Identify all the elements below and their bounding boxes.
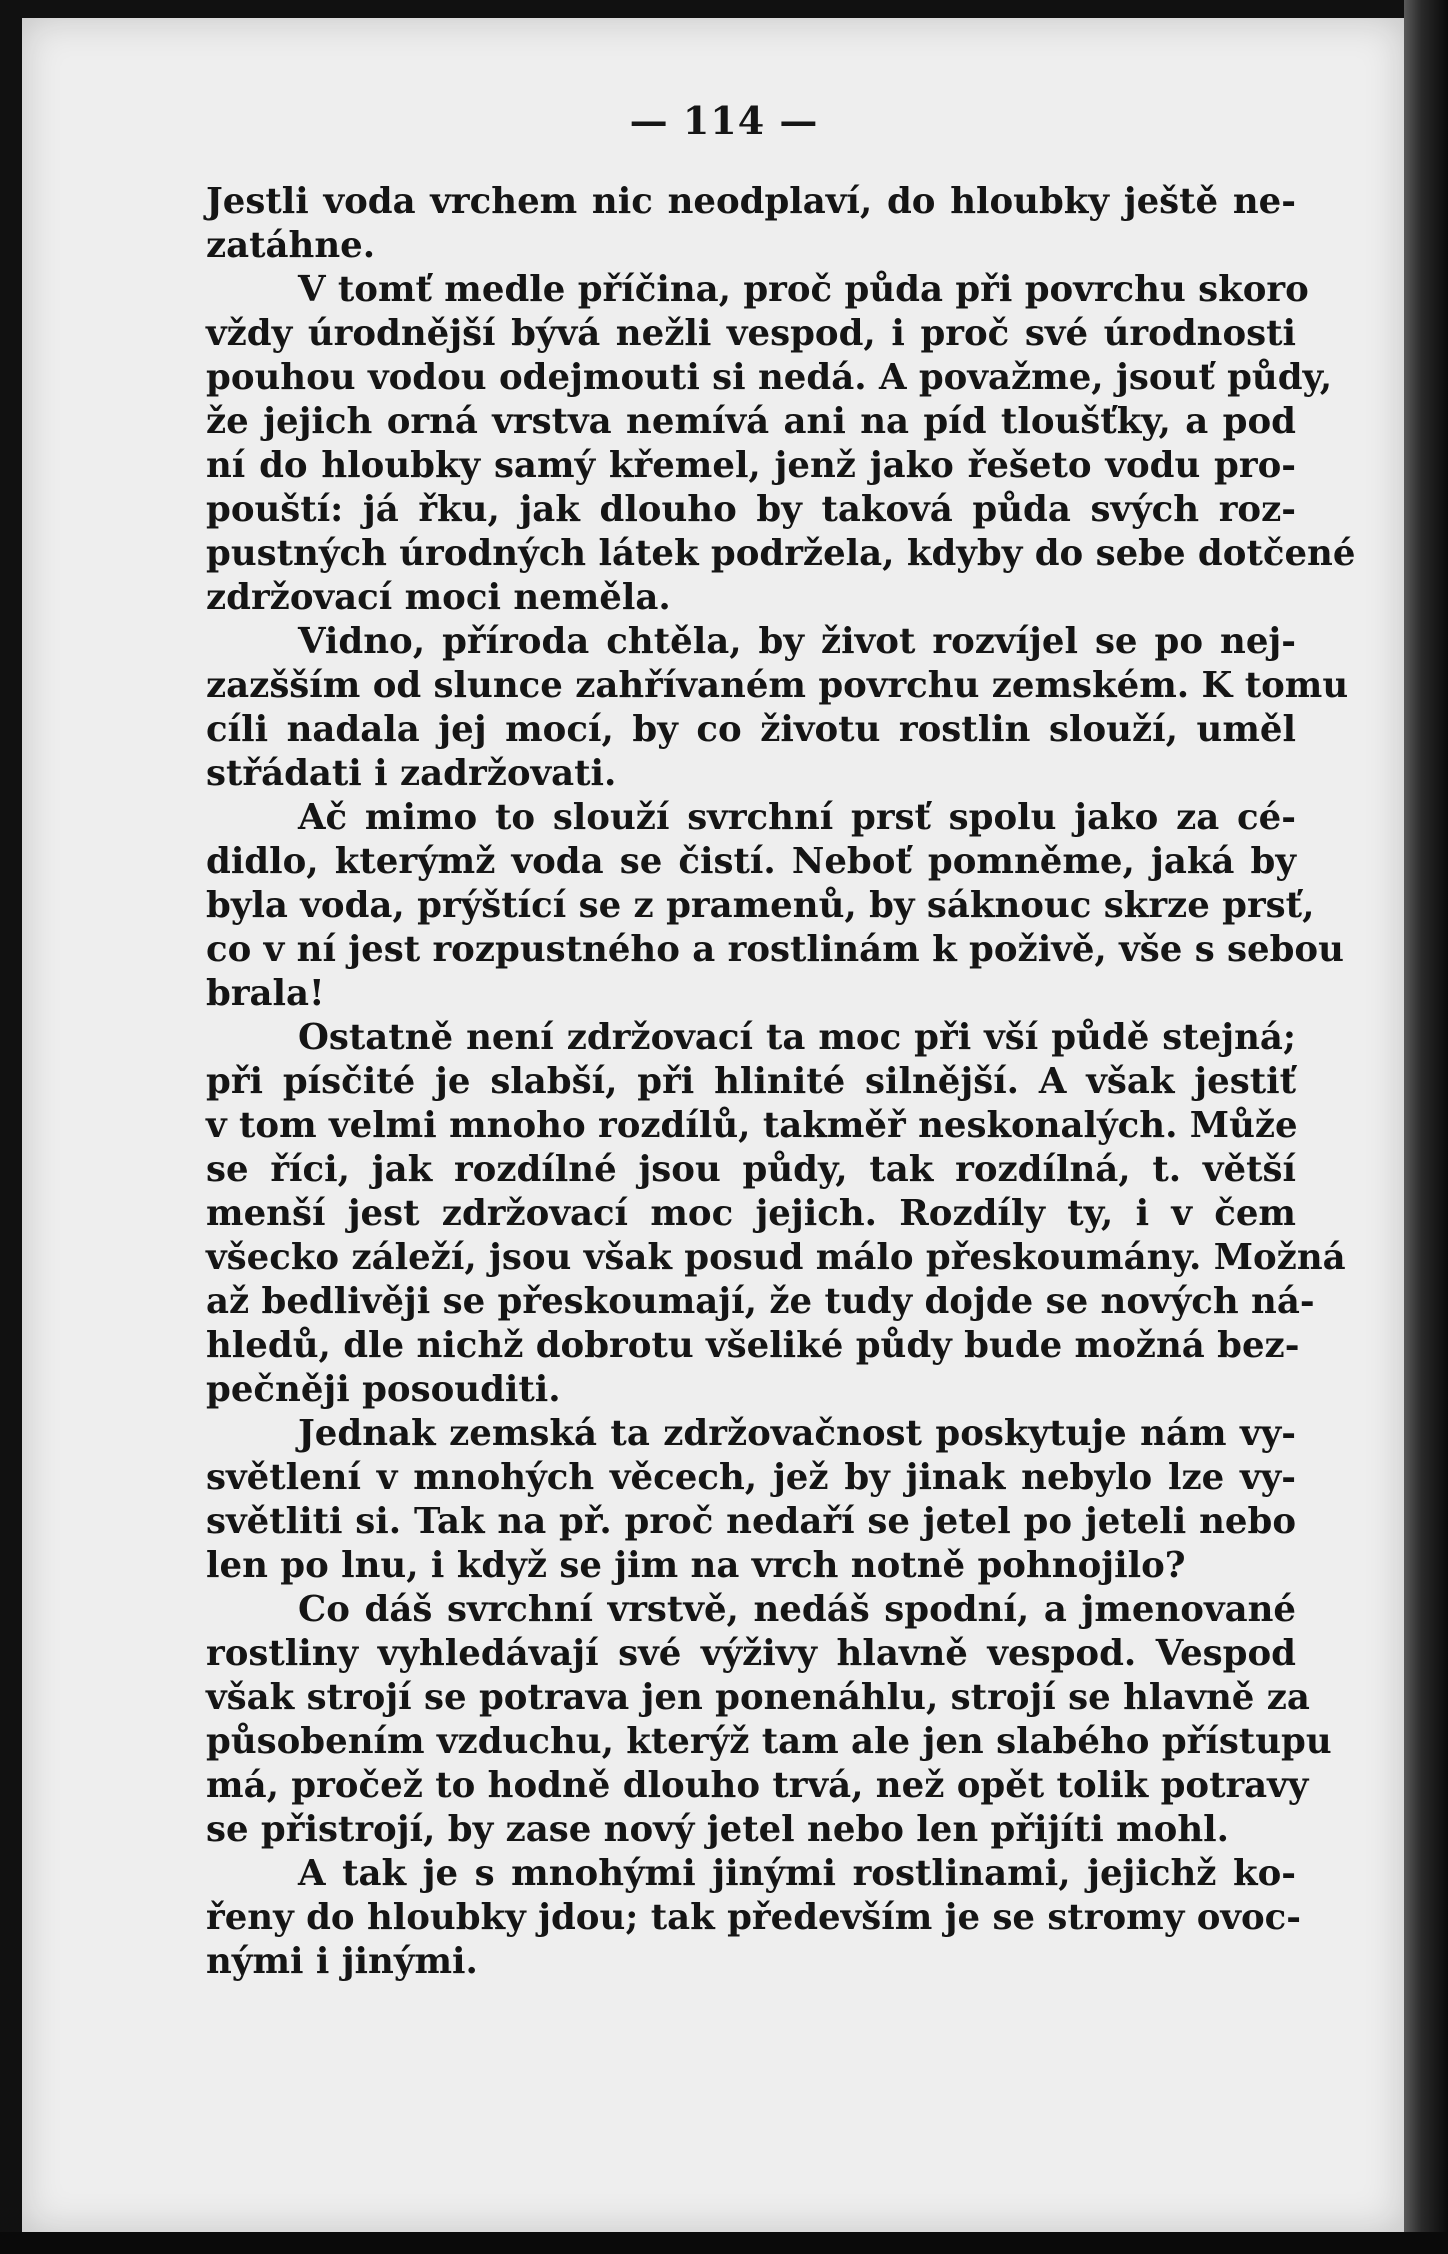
text-line: ní do hloubky samý křemel, jenž jako řešeto vodu pro- <box>206 445 1296 486</box>
text-line: didlo, kterýmž voda se čistí. Neboť pomněme, jaká by <box>206 841 1296 882</box>
text-line: zatáhne. <box>206 225 376 266</box>
text-line: V tomť medle příčina, proč půda při povrchu skoro <box>298 269 1309 310</box>
text-line: střádati i zadržovati. <box>206 753 617 794</box>
body-text <box>206 180 1356 1984</box>
text-line: při písčité je slabší, při hlinité silnější. A však jestiť <box>206 1061 1296 1102</box>
text-line: zazšším od slunce zahřívaném povrchu zemském. K tomu <box>206 665 1349 706</box>
text-line: byla voda, prýštící se z pramenů, by sáknouc skrze prsť, <box>206 885 1315 926</box>
text-line: pouhou vodou odejmouti si nedá. A považme, jsouť půdy, <box>206 357 1333 398</box>
page-edge-shadow <box>1404 0 1448 2254</box>
text-line: vždy úrodnější bývá nežli vespod, i proč své úrodnosti <box>206 313 1296 354</box>
text-line: rostliny vyhledávají své výživy hlavně vespod. Vespod <box>206 1633 1296 1674</box>
page-number: — 114 — <box>629 98 819 143</box>
text-line: A tak je s mnohými jinými rostlinami, jejichž ko- <box>298 1853 1296 1894</box>
text-line: však strojí se potrava jen ponenáhlu, strojí se hlavně za <box>206 1677 1310 1718</box>
text-line: řeny do hloubky jdou; tak především je se stromy ovoc- <box>206 1897 1302 1938</box>
text-line: cíli nadala jej mocí, by co životu rostlin slouží, uměl <box>206 709 1296 750</box>
text-line: se přistrojí, by zase nový jetel nebo len přijíti mohl. <box>206 1809 1229 1850</box>
text-line: Co dáš svrchní vrstvě, nedáš spodní, a jmenované <box>298 1589 1296 1630</box>
text-line: se říci, jak rozdílné jsou půdy, tak rozdílná, t. větší <box>206 1149 1296 1190</box>
text-line: světlení v mnohých věcech, jež by jinak nebylo lze vy- <box>206 1457 1296 1498</box>
text-line: nými i jinými. <box>206 1941 478 1982</box>
text-line: Vidno, příroda chtěla, by život rozvíjel se po nej- <box>298 621 1296 662</box>
text-line: co v ní jest rozpustného a rostlinám k poživě, vše s sebou <box>206 929 1344 970</box>
page-bottom-edge <box>0 2232 1448 2254</box>
text-line: menší jest zdržovací moc jejich. Rozdíly ty, i v čem <box>206 1193 1296 1234</box>
text-line: má, pročež to hodně dlouho trvá, než opět tolik potravy <box>206 1765 1309 1806</box>
text-line: len po lnu, i když se jim na vrch notně pohnojilo? <box>206 1545 1186 1586</box>
text-line: Ostatně není zdržovací ta moc při vší půdě stejná; <box>298 1017 1296 1058</box>
text-line: že jejich orná vrstva nemívá ani na píd tloušťky, a pod <box>206 401 1296 442</box>
text-line: zdržovací moci neměla. <box>206 577 671 618</box>
text-line: Jestli voda vrchem nic neodplaví, do hloubky ještě ne- <box>206 181 1296 222</box>
text-line: působením vzduchu, kterýž tam ale jen slabého přístupu <box>206 1721 1332 1762</box>
text-line: pečněji posouditi. <box>206 1369 561 1410</box>
text-line: světliti si. Tak na př. proč nedaří se jetel po jeteli nebo <box>206 1501 1296 1542</box>
text-line: pouští: já řku, jak dlouho by taková půda svých roz- <box>206 489 1296 530</box>
text-line: Jednak zemská ta zdržovačnost poskytuje nám vy- <box>298 1413 1296 1454</box>
text-line: všecko záleží, jsou však posud málo přeskoumány. Možná <box>206 1237 1346 1278</box>
text-line: v tom velmi mnoho rozdílů, takměř neskonalých. Může <box>206 1105 1298 1146</box>
text-line: Ač mimo to slouží svrchní prsť spolu jako za cé- <box>298 797 1296 838</box>
text-line: brala! <box>206 973 325 1014</box>
text-line: až bedlivěji se přeskoumají, že tudy dojde se nových ná- <box>206 1281 1315 1322</box>
text-line: pustných úrodných látek podržela, kdyby do sebe dotčené <box>206 533 1356 574</box>
text-line: hledů, dle nichž dobrotu všeliké půdy bude možná bez- <box>206 1325 1300 1366</box>
